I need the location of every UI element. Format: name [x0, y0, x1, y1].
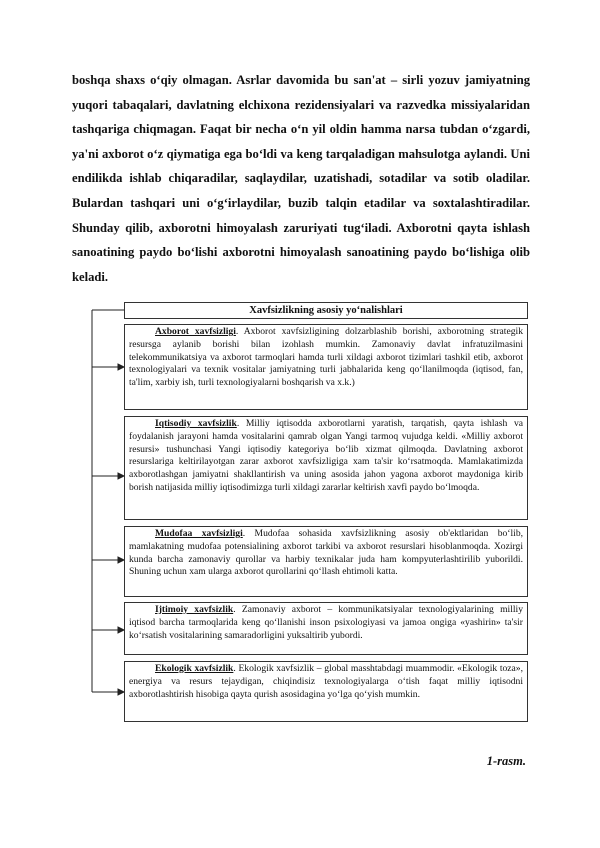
box-text: Zamonaviy axborot – kommunikatsiyalar texnologiyalarining milliy iqtisod barcha tarmoqlarida keng qo‘llanishi inson psixologiyasi va jamoa ongiga «yashirin» ta'sir ko‘rsatish vositalarining samaradorligini yuksaltirib yubordi. [129, 604, 524, 641]
box-text: Axborot xavfsizligining dolzarblashib borishi, axborotning strategik resursga aylanib borishi bilan izohlash mumkin. Zamonaviy davlat infratuzilmasini telekommunikatsiya va axborot tarmoqlari hamda turli xildagi axborot tizimlari tashkil etib, axborot texnologiyalari va texnik vositalar jamiyatning turli jabhalarida keng qo‘llanilmoqda (iqtisod, fan, ta'lim, xarbiy ish, turli texnologiyalarni boshqarish va x.k.) [129, 326, 523, 389]
box-heading: Mudofaa xavfsizligi [155, 528, 243, 539]
diagram-title: Xavfsizlikning asosiy yo‘nalishlari [124, 302, 528, 319]
axborot-xavfsizligi-box: Axborot xavfsizligi. Axborot xavfsizligining dolzarblashib borishi, axborotning strategik resursga aylanib borishi bilan izohlash mumkin. Zamonaviy davlat infratuzilmasini telekommunikatsiya va axborot tarmoqlari hamda turli xildagi axborot tizimlari tashkil etib, axborot texnologiyalari va texnik vositalar jamiyatning turli jabhalarida keng qo‘llanilmoqda (iqtisod, fan, ta'lim, xarbiy ish, turli texnologiyalarni boshqarish va x.k.) [124, 324, 528, 410]
mudofaa-xavfsizligi-box: Mudofaa xavfsizligi. Mudofaa sohasida xavfsizlikning asosiy ob'ektlaridan bo‘lib, mamlakatning mudofaa potensialining axborot tarkibi va axborot resurslari hisoblanmoqda. Xozirgi kunda barcha zamonaviy qurollar va harbiy texnikalar juda ham kompyuterlashtirilib yuborildi. Shuning uchun xam ularga axborot qurollarini qo‘llash ehtimoli katta. [124, 526, 528, 597]
box-heading: Iqtisodiy xavfsizlik [155, 418, 237, 429]
ijtimoiy-xavfsizlik-box: Ijtimoiy xavfsizlik. Zamonaviy axborot – kommunikatsiyalar texnologiyalarining milliy iqtisod barcha tarmoqlarida keng qo‘llanishi inson psixologiyasi va jamoa ongiga «yashirin» ta'sir ko‘rsatish vositalarining samaradorligini yuksaltirib yubordi. [124, 602, 528, 655]
box-text: Ekologik xavfsizlik – global masshtabdagi muammodir. «Ekologik toza», energiya va resurs tejaydigan, chiqindisiz texnologiyalarga o‘tish faqat milliy iqtisodni axborotlashtirish hisobiga qayta qurish asosidagina yo‘lga qo‘yish mumkin. [129, 663, 523, 700]
intro-paragraph: boshqa shaxs o‘qiy olmagan. Asrlar davomida bu san'at – sirli yozuv jamiyatning yuqori tabaqalari, davlatning elchixona rezidensiyalari va razvedka missiyalaridan tashqariga chiqmagan. Faqat bir necha o‘n yil oldin hamma narsa tubdan o‘zgardi, ya'ni axborot o‘z qiymatiga ega bo‘ldi va keng tarqaladigan mahsulotga aylandi. Uni endilikda ishlab chiqaradilar, saqlaydilar, uzatishadi, sotadilar va sotib oladilar. Bulardan tashqari uni o‘g‘irlaydilar, buzib talqin etadilar va soxtalashtiradilar. Shunday qilib, axborotni himoyalash zaruriyati tug‘iladi. Axborotni qayta ishlash sanoatining paydo bo‘lishi axborotni himoyalash sanoatining paydo bo‘lishiga olib keladi. [72, 73, 530, 284]
figure-caption: 1-rasm. [486, 754, 526, 768]
box-text: Milliy iqtisodda axborotlarni yaratish, tarqatish, qayta ishlash va foydalanish jarayoni hamda vositalarini qamrab olgan Yangi tarmoq vujudga keldi. «Milliy axborot resursi» tushunchasi Yangi iqtisodiy kategoriya bo‘lib xizmat qilmoqda. Davlatning axborot resurslariga keltirilayotgan zarar axborot xavfsizligiga xam ta'sir ko‘rsatmoqda. Mamlakatimizda axborotlashgan jamiyatni shakllantirish va uning asosida jahon yagona axborot maydoniga kirib borish natijasida milliy iqtisodimizga turli xildagi zararlar keltirish xavfi paydo bo‘lmoqda. [129, 418, 523, 493]
ekologik-xavfsizlik-box: Ekologik xavfsizlik. Ekologik xavfsizlik – global masshtabdagi muammodir. «Ekologik toza», energiya va resurs tejaydigan, chiqindisiz texnologiyalarga o‘tish faqat milliy iqtisodni axborotlashtirish hisobiga qayta qurish asosidagina yo‘lga qo‘yish mumkin. [124, 661, 528, 722]
box-heading: Ekologik xavfsizlik [155, 663, 234, 674]
box-text: Mudofaa sohasida xavfsizlikning asosiy ob'ektlaridan bo‘lib, mamlakatning mudofaa potensialining axborot tarkibi va axborot resurslari hisoblanmoqda. Xozirgi kunda barcha zamonaviy qurollar va harbiy texnikalar juda ham kompyuterlashtirilib yuborildi. Shuning uchun xam ularga axborot qurollarini qo‘llash ehtimoli katta. [129, 528, 524, 578]
iqtisodiy-xavfsizlik-box: Iqtisodiy xavfsizlik. Milliy iqtisodda axborotlarni yaratish, tarqatish, qayta ishlash va foydalanish jarayoni hamda vositalarini qamrab olgan Yangi tarmoq vujudga keldi. «Milliy axborot resursi» tushunchasi Yangi iqtisodiy kategoriya bo‘lib xizmat qilmoqda. Davlatning axborot resurslariga keltirilayotgan zarar axborot xavfsizligiga xam ta'sir ko‘rsatmoqda. Mamlakatimizda axborotlashgan jamiyatni shakllantirish va uning asosida jahon yagona axborot maydoniga kirib borish natijasida milliy iqtisodimizga turli xildagi zararlar keltirish xavfi paydo bo‘lmoqda. [124, 416, 528, 520]
box-heading: Axborot xavfsizligi [155, 326, 236, 337]
box-heading: Ijtimoiy xavfsizlik [155, 604, 234, 615]
